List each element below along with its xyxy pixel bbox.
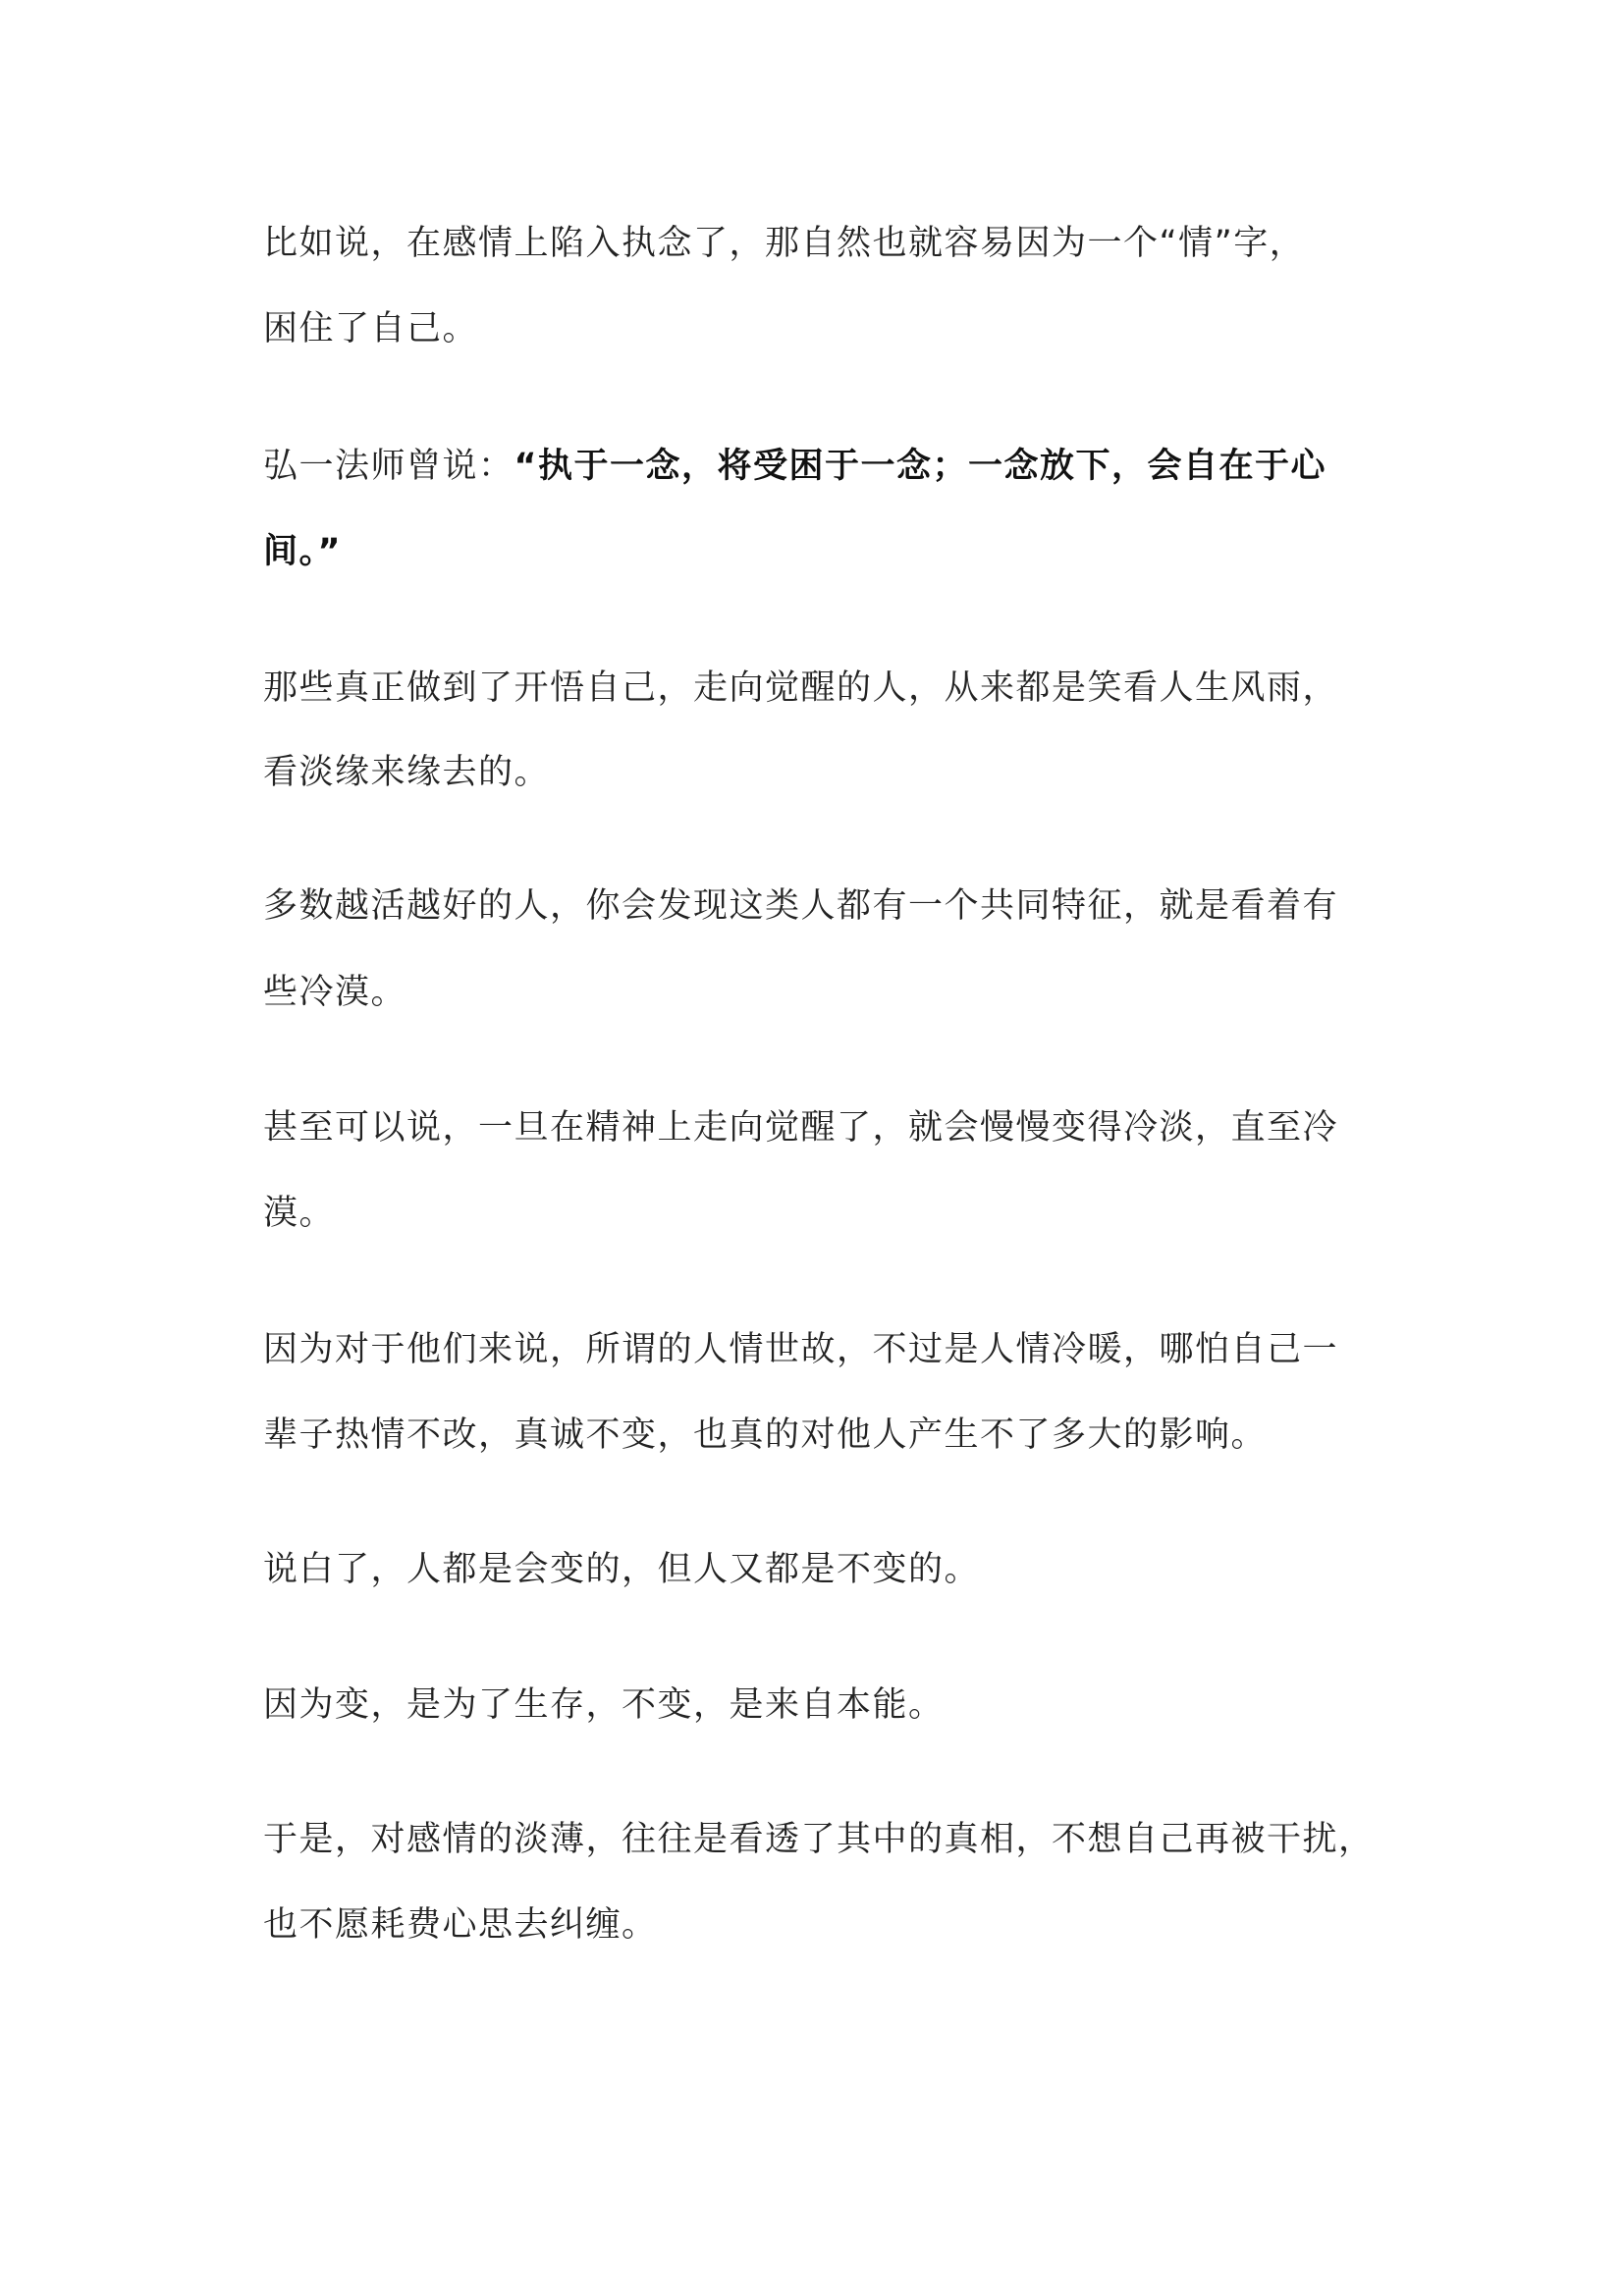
paragraph-line: 说白了，人都是会变的，但人又都是不变的。	[263, 1550, 981, 1589]
quote-attribution: 弘一法师曾说：	[263, 447, 514, 486]
paragraph-line: 于是，对感情的淡薄，往往是看透了其中的真相，不想自己再被干扰，	[263, 1820, 1375, 1859]
quote-paragraph-line	[263, 445, 1326, 488]
paragraph-line: 辈子热情不改，真诚不变，也真的对他人产生不了多大的影响。	[263, 1415, 1268, 1455]
paragraph-line: 甚至可以说，一旦在精神上走向觉醒了，就会慢慢变得冷淡，直至冷	[263, 1108, 1339, 1148]
paragraph-line: 那些真正做到了开悟自己，走向觉醒的人，从来都是笑看人生风雨，	[263, 668, 1339, 708]
paragraph-line: 漠。	[263, 1194, 336, 1233]
bold-quote: 间。”	[263, 532, 343, 571]
paragraph-line: 看淡缘来缘去的。	[263, 753, 551, 792]
paragraph-line: 多数越活越好的人，你会发现这类人都有一个共同特征，就是看着有	[263, 886, 1339, 926]
paragraph-line: 因为对于他们来说，所谓的人情世故，不过是人情冷暖，哪怕自己一	[263, 1330, 1339, 1369]
bold-quote: “执于一念，将受困于一念；一念放下，会自在于心	[514, 447, 1327, 486]
paragraph-line: 些冷漠。	[263, 973, 407, 1012]
paragraph-line: 比如说，在感情上陷入执念了，那自然也就容易因为一个“情”字，	[263, 224, 1306, 263]
paragraph-line: 因为变，是为了生存，不变，是来自本能。	[263, 1685, 945, 1725]
paragraph-line: 也不愿耗费心思去纠缠。	[263, 1905, 658, 1945]
paragraph-line: 困住了自己。	[263, 309, 479, 348]
